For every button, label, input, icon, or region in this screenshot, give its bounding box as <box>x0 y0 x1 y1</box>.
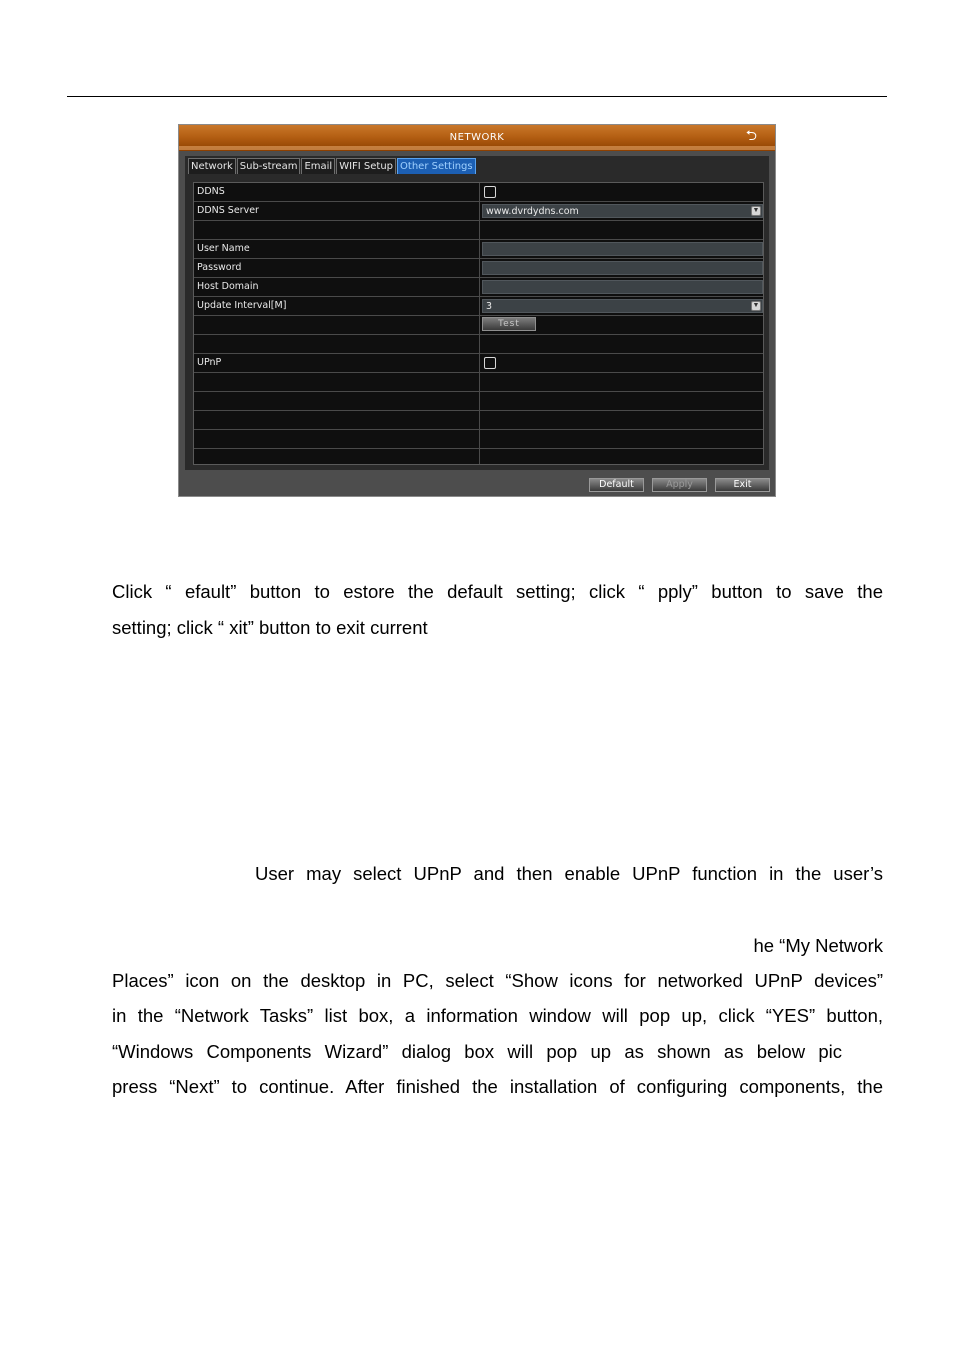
settings-tabs <box>188 158 477 174</box>
paragraph-line: Places” icon on the desktop in PC, select “Show icons for networked UPnP devices” <box>112 970 883 991</box>
test-button[interactable]: Test <box>482 317 536 331</box>
row-password <box>194 259 763 278</box>
password-input[interactable] <box>482 261 763 275</box>
update-interval-label: Update Interval[M] <box>197 300 287 311</box>
row-blank-1 <box>194 221 763 240</box>
row-upnp <box>194 354 763 373</box>
settings-grid <box>193 182 764 465</box>
row-update-interval <box>194 297 763 316</box>
network-settings-dialog <box>178 124 776 497</box>
user-name-label: User Name <box>197 243 250 254</box>
row-blank-4 <box>194 392 763 411</box>
dialog-title-bar <box>179 125 775 151</box>
dialog-title: NETWORK <box>449 132 505 143</box>
ddns-checkbox[interactable] <box>484 186 496 198</box>
tab-email[interactable]: Email <box>301 158 335 174</box>
exit-button[interactable]: Exit <box>715 478 770 492</box>
row-blank-7 <box>194 449 763 464</box>
row-host-domain <box>194 278 763 297</box>
tab-sub-stream[interactable]: Sub-stream <box>237 158 301 174</box>
host-domain-input[interactable] <box>482 280 763 294</box>
row-user-name <box>194 240 763 259</box>
paragraph-line: Click “ efault” button to estore the default setting; click “ pply” button to save the <box>112 581 883 602</box>
user-name-input[interactable] <box>482 242 763 256</box>
row-test <box>194 316 763 335</box>
row-ddns-server <box>194 202 763 221</box>
upnp-label: UPnP <box>197 357 222 368</box>
paragraph-line: setting; click “ xit” button to exit current <box>112 617 428 638</box>
row-blank-3 <box>194 373 763 392</box>
ddns-server-label: DDNS Server <box>197 205 259 216</box>
header-rule <box>67 96 887 97</box>
ddns-server-value: www.dvrdydns.com <box>486 206 579 217</box>
paragraph-line: press “Next” to continue. After finished the installation of configuring components, the <box>112 1076 883 1097</box>
tab-other-settings[interactable]: Other Settings <box>397 158 476 174</box>
title-bar-highlight <box>179 146 775 150</box>
back-arrow-icon[interactable]: ⮌ <box>745 127 757 143</box>
upnp-checkbox[interactable] <box>484 357 496 369</box>
ddns-server-select[interactable] <box>482 204 763 218</box>
paragraph-line: User may select UPnP and then enable UPnP function in the user’s <box>255 863 883 884</box>
tab-wifi-setup[interactable]: WIFI Setup <box>336 158 396 174</box>
ddns-label: DDNS <box>197 186 225 197</box>
apply-button[interactable]: Apply <box>652 478 707 492</box>
row-blank-6 <box>194 430 763 449</box>
tab-network[interactable]: Network <box>188 158 236 174</box>
update-interval-value: 3 <box>486 301 493 312</box>
host-domain-label: Host Domain <box>197 281 259 292</box>
paragraph-line: in the “Network Tasks” list box, a information window will pop up, click “YES” button, <box>112 1005 883 1026</box>
paragraph-line: “Windows Components Wizard” dialog box will pop up as shown as below pic <box>112 1041 842 1062</box>
default-button[interactable]: Default <box>589 478 644 492</box>
chevron-down-icon[interactable]: ▼ <box>752 302 760 309</box>
row-blank-5 <box>194 411 763 430</box>
update-interval-select[interactable] <box>482 299 763 313</box>
chevron-down-icon[interactable]: ▼ <box>752 207 760 214</box>
password-label: Password <box>197 262 242 273</box>
row-ddns <box>194 183 763 202</box>
paragraph-line: he “My Network <box>753 935 883 956</box>
row-blank-2 <box>194 335 763 354</box>
